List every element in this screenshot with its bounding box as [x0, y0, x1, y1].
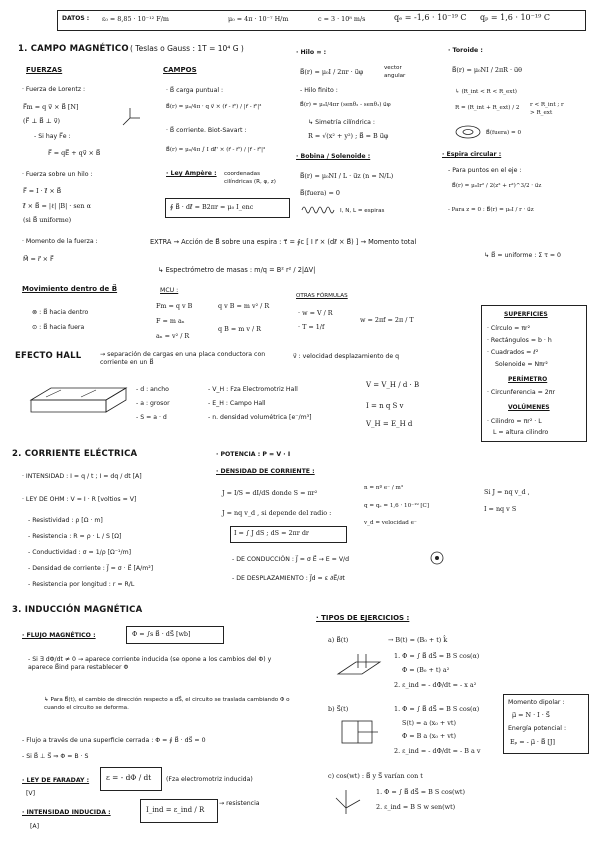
s1-a: - a : grosor: [136, 400, 170, 407]
s1-lorentz: · Fuerza de Lorentz :: [22, 86, 86, 93]
datos-c: c = 3 · 10⁸ m/s: [318, 15, 366, 23]
s1-extra2: ↳ B⃗ = uniforme : Σ τ = 0: [484, 252, 561, 259]
s3-ta2: 1. Φ = ∫ B⃗ dS⃗ = B S cos(α): [394, 652, 480, 660]
s3-tb: b) S⃗(t): [328, 705, 349, 713]
s1-m4: q v B = m v² / R: [218, 302, 270, 310]
s1-hinff: B⃗(r) = μ₀I / 2πr · u⃗φ: [300, 68, 364, 76]
s3-ii: · INTENSIDAD INDUCIDA :: [22, 809, 111, 816]
s3-farf: ε = - dΦ / dt: [106, 773, 152, 782]
s3-ta3: Φ = (B₀ + t) a²: [402, 666, 450, 674]
s1-m5: q B = m v / R: [218, 325, 261, 333]
s1-n: - n. densidad volumétrica [e⁻/m³]: [208, 414, 312, 421]
s1-bfuera: B⃗(fuera) = 0: [300, 189, 340, 197]
s2-cond2: - DE CONDUCCIÓN : J⃗ = σ E⃗ → E = V/d: [232, 556, 350, 563]
s2-dc1: J = I/S = dI/dS donde S = πr²: [222, 489, 318, 497]
s3-ta: a) B⃗(t): [328, 636, 349, 644]
s3-r: → resistencia: [219, 800, 260, 807]
s1-esp2: - Para z = 0 : B⃗(r) = μ₀I / r · u⃗z: [448, 207, 534, 213]
s1-ampf: ∮ B⃗ · dℓ⃗ = B2πr = μ₀ I_enc: [170, 203, 254, 211]
s2-dens: - Densidad de corriente : J⃗ = σ · E⃗ [A/m²]: [28, 565, 154, 572]
s1-esp1: - Para puntos en el eje :: [448, 167, 522, 174]
s1-campos: CAMPOS: [163, 66, 197, 74]
s3-dipf: μ⃗ = N · I · S⃗: [512, 711, 550, 719]
hall-plate-diagram: [26, 385, 126, 425]
datos-e0: ε₀ = 8,85 · 10⁻¹² F/m: [102, 15, 169, 23]
s3-ep: Energía potencial :: [508, 725, 567, 732]
s3-flujo: · FLUJO MAGNÉTICO :: [22, 632, 96, 639]
s1-hfinf: B⃗(r) = μ₀I/4πr (senθ₂ - senθ₁) u⃗φ: [300, 102, 391, 108]
s1-m2: F = m aₙ: [156, 317, 185, 325]
s1-rmed: R = (R_int + R_ext) / 2: [455, 105, 520, 111]
s3-tb4: 2. ε_ind = - dΦ/dt = - B a v: [394, 747, 481, 755]
sup-v2: L = altura cilindro: [493, 429, 549, 436]
s1-d: - d : ancho: [136, 386, 169, 393]
s1-mov: Movimiento dentro de B⃗: [22, 285, 118, 293]
s1-m1: Fm = q v B: [156, 302, 193, 310]
s1-bsf: B⃗(r) = μ₀/4π ∫ I dℓ⃗' × (r⃗ - r⃗') / |r⃗ - r⃗'|³: [166, 147, 266, 153]
s1-hallv: v⃗ : velocidad desplazamiento de q: [293, 353, 400, 360]
s2-vd: v_d = velocidad e⁻: [364, 520, 417, 526]
s3-tb2: S(t) = a (x₀ + vt): [402, 719, 456, 727]
s2-res2: - Resistencia : R = ρ · L / S [Ω]: [28, 533, 122, 540]
s1-mcu: MCU :: [160, 287, 179, 294]
s1-tor: · Toroide :: [448, 47, 483, 54]
s3-far: · LEY DE FARADAY :: [22, 777, 90, 784]
s2-rpl: - Resistencia por longitud : r = R/L: [28, 581, 135, 588]
s1-esp1f: B⃗(r) = μ₀Ir² / 2(z² + r²)^3/2 · u⃗z: [452, 183, 542, 189]
s2-pot: · POTENCIA : P = V · I: [216, 451, 291, 458]
s1-otras: OTRAS FÓRMULAS: [296, 293, 348, 299]
datos-label: DATOS :: [62, 15, 90, 22]
s1-simf: R = √(x² + y²) ; B⃗ = B u⃗φ: [308, 132, 389, 140]
s2-si: Si J = nq v_d ,: [484, 488, 530, 496]
s3-ta4: 2. ε_ind = - dΦ/dt = - x a²: [394, 681, 477, 689]
s1-coord: coordenadas cilíndricas (R, φ, z): [224, 171, 276, 185]
s1-sim: ↳ Simetría cilíndrica :: [308, 119, 375, 126]
s1-perp: (F⃗ ⊥ B⃗ ⊥ v⃗): [23, 117, 60, 125]
s1-m3: aₙ = v² / R: [156, 332, 190, 340]
s1-lxb: ℓ⃗ × B⃗ = |ℓ| |B| · sen α: [23, 202, 91, 210]
s2-dc2: J = nq v_d , si depende del radio :: [222, 509, 332, 517]
s1-extra: EXTRA → Acción de B⃗ sobre una espira : τ⃗ = ∮c [ I r⃗ × (dℓ⃗ × B⃗) ] → Momento total: [150, 238, 417, 246]
s2-title: 2. CORRIENTE ELÉCTRICA: [12, 449, 138, 459]
s1-fil: F⃗ = I · ℓ⃗ × B⃗: [23, 187, 62, 195]
s1-mrf: M⃗ = r⃗ × F⃗: [23, 255, 54, 263]
s1-esp: · Espira circular :: [442, 151, 502, 158]
datos-qp: qₚ = 1,6 · 10⁻¹⁹ C: [480, 13, 550, 22]
s1-dentro: ⊗ : B⃗ hacia dentro: [32, 309, 89, 316]
s1-hf1: V = V_H / d · B: [366, 381, 420, 389]
sup-p1: · Circunferencia = 2πr: [487, 389, 555, 396]
sup-c3: · Cuadrados = ℓ²: [487, 349, 539, 356]
s3-tipos: · TIPOS DE EJERCICIOS :: [316, 614, 410, 622]
toroid-icon: [455, 124, 481, 140]
sup-c4: Solenoide = Nπr²: [495, 361, 548, 368]
s1-fsum: F⃗ = qE⃗ + qv⃗ × B⃗: [48, 149, 101, 157]
s1-o3: w = 2πf = 2π / T: [360, 316, 414, 324]
s1-units: ( Teslas o Gauss : 1T = 10⁴ G ): [130, 44, 244, 53]
s2-cond: - Conductividad : σ = 1/ρ [Ω⁻¹/m]: [28, 549, 132, 556]
datos-mu0: μ₀ = 4π · 10⁻⁷ H/m: [228, 15, 289, 23]
s1-eh: - E_H : Campo Hall: [208, 400, 266, 407]
s1-torf: B⃗(r) = μ₀NI / 2πR · u⃗θ: [452, 66, 522, 74]
s1-carga: · B⃗ carga puntual :: [166, 87, 224, 94]
s1-o2: · T = 1/f: [298, 323, 325, 331]
s1-hinf: · Hilo ∞ :: [296, 49, 327, 56]
s1-torfuera: B⃗(fuera) = 0: [486, 130, 521, 136]
ex-b-diagram: [336, 715, 382, 749]
sup-c2: · Rectángulos = b · h: [487, 337, 552, 344]
s1-hilo: · Fuerza sobre un hilo :: [22, 171, 93, 178]
s3-tc2: 2. ε_ind = B S w sen(wt): [376, 803, 456, 811]
s2-ohm: · LEY DE OHM : V = I · R [voltios = V]: [22, 496, 137, 503]
sup-vol: VOLÚMENES: [508, 404, 550, 411]
s1-hall: EFECTO HALL: [15, 351, 82, 361]
s3-tb1: 1. Φ = ∫ B⃗ dS⃗ = B S cos(α): [394, 705, 480, 713]
s3-perp: - Si B⃗ ⊥ S⃗ ⇒ Φ = B · S: [22, 753, 89, 760]
star-icon: [430, 551, 444, 565]
s1-hf2: I = n q S v: [366, 402, 404, 410]
s1-title: 1. CAMPO MAGNÉTICO: [18, 44, 129, 54]
s3-iif: I_ind = ε_ind / R: [146, 806, 205, 814]
s2-dc3: I = ∫ J dS ; dS = 2πr dr: [234, 529, 309, 537]
s1-espect: ↳ Espectrómetro de masas : m/q = B² r² / 2|ΔV|: [158, 266, 316, 274]
s3-tc1: 1. Φ = ∫ B⃗ dS⃗ = B S cos(wt): [376, 788, 465, 796]
s1-espiras: I, N, L = espiras: [340, 208, 385, 214]
s1-ampere: · Ley Ampère :: [166, 170, 217, 177]
sup-per: PERÍMETRO: [508, 376, 548, 383]
s2-si2: I = nq v S: [484, 505, 517, 513]
s2-dc: · DENSIDAD DE CORRIENTE :: [216, 468, 315, 475]
sup-title: SUPERFICIES: [504, 311, 548, 318]
s1-momento: · Momento de la fuerza :: [22, 238, 98, 245]
datos-qe: qₑ = -1,6 · 10⁻¹⁹ C: [394, 13, 467, 22]
s3-ta1: → B(t) = (B₀ + t) k̂: [388, 636, 448, 644]
s1-torr: ↳ (R_int < R < R_ext): [455, 89, 517, 95]
s1-rcond: r < R_int ; r > R_ext: [530, 102, 564, 116]
s3-title: 3. INDUCCIÓN MAGNÉTICA: [12, 605, 143, 615]
lorentz-axes-icon: [120, 108, 140, 128]
s2-res: - Resistividad : ρ [Ω · m]: [28, 517, 103, 524]
s1-hfin: - Hilo finito :: [300, 87, 338, 94]
s1-fuerzas: FUERZAS: [26, 66, 63, 74]
s1-fuera: ⊙ : B⃗ hacia fuera: [32, 324, 85, 331]
s1-bq: B⃗(r) = μ₀/4π · q v⃗ × (r⃗ - r⃗') / |r⃗ - r⃗'|³: [166, 104, 262, 110]
solenoid-icon: [301, 204, 335, 216]
s3-tc: c) cos(wt) : B⃗ y S⃗ varían con t: [328, 772, 423, 780]
s2-q: q = qₑ = 1,6 · 10⁻¹⁹ [C]: [364, 503, 430, 509]
ex-a-diagram: [336, 652, 382, 686]
s3-si: - Si ∃ dΦ/dt ≠ 0 → aparece corriente inducida (se opone a los cambios del Φ) y aparece B⃗ind para restablecer Φ: [28, 656, 272, 671]
s1-sihay: - Si hay F⃗e :: [34, 133, 71, 140]
s1-bob: · Bobina / Solenoide :: [296, 153, 371, 160]
s3-tb3: Φ = B a (x₀ + vt): [402, 732, 456, 740]
s2-despl: - DE DESPLAZAMIENTO : J⃗d = ε ∂E⃗/∂t: [232, 575, 345, 582]
s3-fem: (Fza electromotriz inducida): [166, 776, 253, 783]
sup-c1: · Círculo = πr²: [487, 325, 531, 332]
s3-epf: Eₚ = - μ⃗ · B⃗ [J]: [510, 738, 555, 746]
s3-para: ↳ Para B⃗(t), el cambio de dirección respecto a dS⃗, el circuito se traslada cambiando Φ o cuando el circuito se deforma.: [44, 697, 290, 711]
s3-dip: Momento dipolar :: [508, 699, 565, 706]
sup-v1: · Cilindro = πr² · L: [487, 418, 542, 425]
s3-flujof: Φ = ∫s B⃗ · dS⃗ [wb]: [132, 630, 191, 638]
s1-unif: (si B⃗ uniforme): [23, 216, 72, 224]
s3-a: [A]: [30, 823, 40, 830]
ex-c-diagram: [334, 786, 364, 816]
s1-hf3: V_H = E_H d: [366, 420, 413, 428]
s1-fm: F⃗m = q v⃗ × B⃗ [N]: [23, 103, 79, 111]
s1-bs: · B⃗ corriente. Biot-Savart :: [166, 127, 247, 134]
s3-cerr: - Flujo a través de una superficie cerrada : Φ = ∮ B⃗ · dS⃗ = 0: [22, 737, 206, 744]
s1-hall1: → separación de cargas en una placa conductora con corriente en un B⃗: [100, 351, 266, 366]
s1-o1: · w = V / R: [298, 309, 333, 317]
s2-int: · INTENSIDAD : I = q / t ; I = dq / dt [A]: [22, 473, 142, 480]
s1-s: - S = a · d: [136, 414, 167, 421]
s3-v: [V]: [26, 790, 36, 797]
s1-vh: - V_H : Fza Electromotriz Hall: [208, 386, 298, 393]
s2-n: n = nº e⁻ / m³: [364, 485, 404, 491]
s1-vec: vector angular: [384, 65, 406, 79]
s1-bobf: B⃗(r) = μ₀NI / L · u⃗z (n = N/L): [300, 172, 394, 180]
